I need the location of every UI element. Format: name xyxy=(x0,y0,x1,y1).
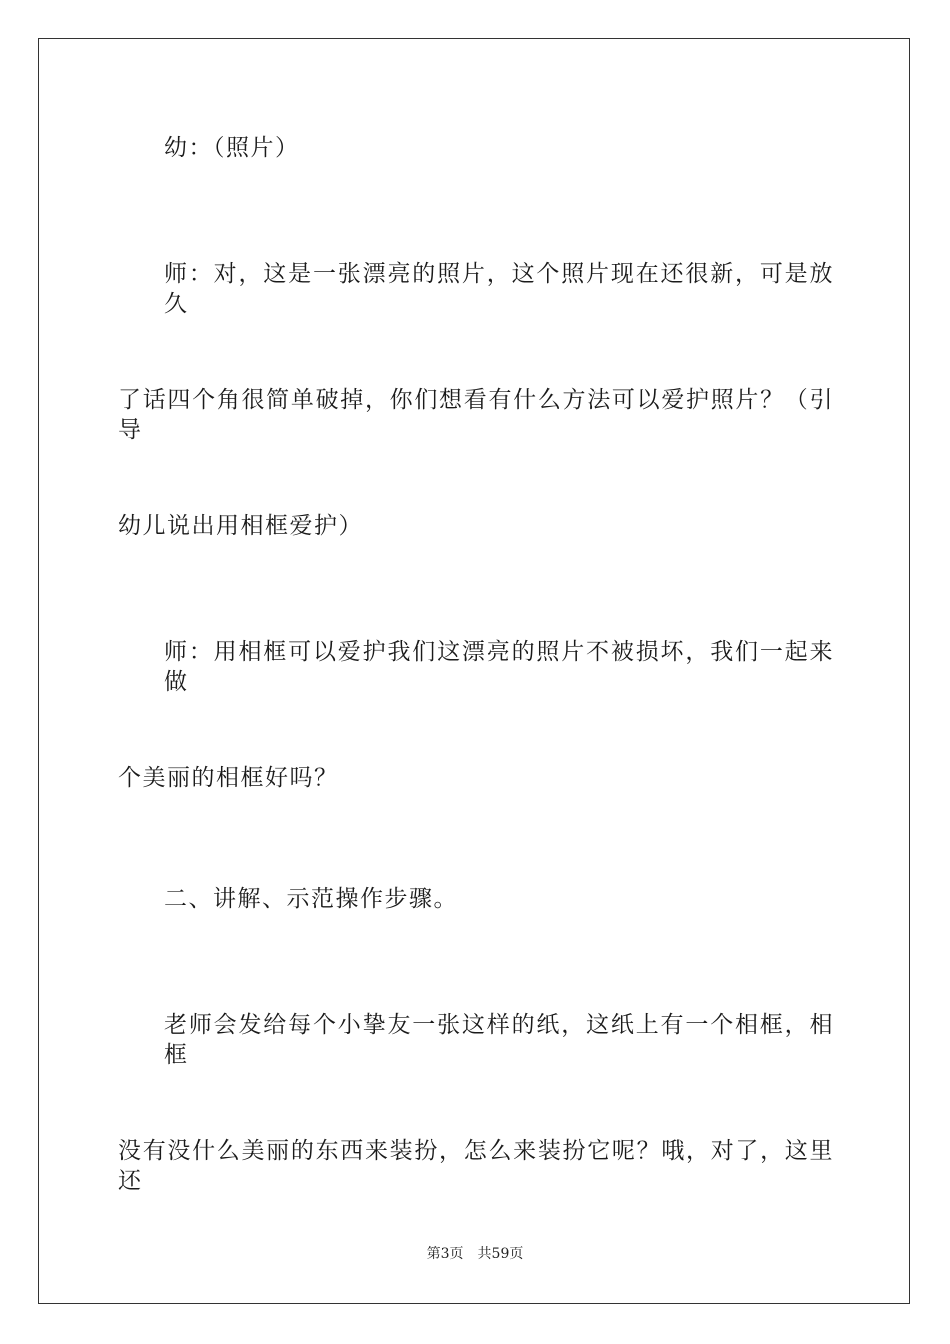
paragraph-line-2: 师：对，这是一张漂亮的照片，这个照片现在还很新，可是放久 xyxy=(164,261,834,317)
paragraph-line-8: 老师会发给每个小挚友一张这样的纸，这纸上有一个相框，相框 xyxy=(164,1012,834,1068)
paragraph-line-5: 师：用相框可以爱护我们这漂亮的照片不被损坏，我们一起来做 xyxy=(164,639,834,695)
section-heading: 二、讲解、示范操作步骤。 xyxy=(164,886,458,912)
paragraph-line-3: 了话四个角很简单破掉，你们想看有什么方法可以爱护照片？（引导 xyxy=(118,387,834,443)
paragraph-line-4: 幼儿说出用相框爱护） xyxy=(118,513,363,539)
page-footer xyxy=(0,1245,950,1263)
paragraph-line-1: 幼：（照片） xyxy=(164,135,300,161)
paragraph-line-6: 个美丽的相框好吗？ xyxy=(118,765,339,791)
page-number: 第3页 xyxy=(426,1246,464,1262)
paragraph-line-9: 没有没什么美丽的东西来装扮，怎么来装扮它呢？哦，对了，这里还 xyxy=(118,1138,834,1194)
page-total: 共59页 xyxy=(477,1246,524,1262)
